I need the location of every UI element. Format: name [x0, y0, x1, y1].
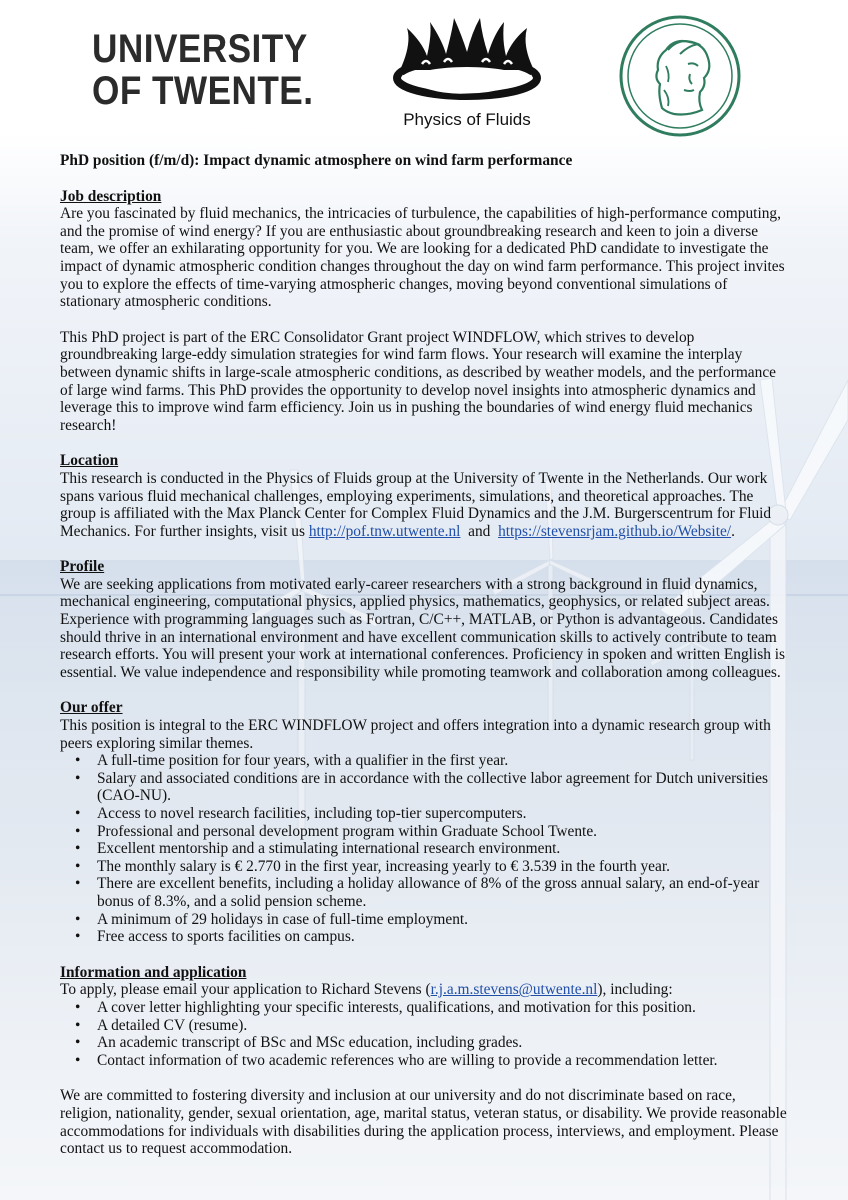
profile-heading: Profile [60, 558, 105, 576]
job-posting-content [60, 152, 790, 1158]
stevens-website-link[interactable]: https://stevensrjam.github.io/Website/ [498, 522, 732, 540]
location-heading: Location [60, 452, 119, 470]
job-description-paragraph-1: Are you fascinated by fluid mechanics, the intricacies of turbulence, the capabilities of high-performance computing, and the promise of wind energy? If you are enthusiastic about groundbreaking research and keen to join a diverse team, we offer an exhilarating opportunity for you. We are looking for a dedicated PhD candidate to investigate the impact of dynamic atmospheric condition changes throughout the day on wind farm performance. This project invites you to explore the effects of time-varying atmospheric changes, moving beyond conventional simulations of stationary atmospheric conditions. [60, 205, 785, 311]
physics-of-fluids-logo [382, 14, 552, 134]
list-item: • Salary and associated conditions are in accordance with the collective labor agreement for Dutch universities (CAO-NU). [97, 770, 790, 805]
application-intro [60, 981, 790, 999]
list-item: • A cover letter highlighting your specific interests, qualifications, and motivation for this position. [97, 999, 790, 1017]
logo-line-2: OF TWENTE. [92, 69, 314, 113]
list-item: • Access to novel research facilities, including top-tier supercomputers. [97, 805, 790, 823]
list-item: • Excellent mentorship and a stimulating international research environment. [97, 840, 790, 858]
offer-list [60, 752, 790, 946]
pof-logo-text: Physics of Fluids [403, 110, 531, 129]
job-description-heading: Job description [60, 187, 162, 205]
list-item: • A full-time position for four years, with a qualifier in the first year. [97, 752, 790, 770]
list-item: • A minimum of 29 holidays in case of full-time employment. [97, 911, 790, 929]
location-connector: and [468, 522, 491, 540]
list-item: • The monthly salary is € 2.770 in the first year, increasing yearly to € 3.539 in the fourth year. [97, 858, 790, 876]
list-item: • Professional and personal development program within Graduate School Twente. [97, 823, 790, 841]
email-link[interactable]: r.j.a.m.stevens@utwente.nl [430, 981, 598, 999]
list-item: • A detailed CV (resume). [97, 1017, 790, 1035]
application-list [60, 999, 790, 1069]
application-intro-before: To apply, please email your application to Richard Stevens ( [60, 981, 431, 999]
our-offer-intro: This position is integral to the ERC WINDFLOW project and offers integration into a dynamic research group with peers exploring similar themes. [60, 717, 771, 752]
list-item: • There are excellent benefits, including a holiday allowance of 8% of the gross annual salary, an end-of-year bonus of 8.3%, and a solid pension scheme. [97, 875, 790, 910]
crown-icon [382, 14, 552, 110]
minerva-icon [618, 14, 742, 138]
location-paragraph [60, 470, 790, 540]
logo-line-1: UNIVERSITY [92, 27, 308, 71]
application-heading: Information and application [60, 963, 247, 981]
location-text: This research is conducted in the Physics of Fluids group at the University of Twente in the Netherlands. Our work spans various fluid mechanical challenges, employing experiments, simulations, and theoretical approaches. The group is affiliated with the Max Planck Center for Complex Fluid Dynamics and the J.M. Burgerscentrum for Fluid Mechanics. For further insights, visit us [60, 469, 772, 540]
list-item: • Contact information of two academic references who are willing to provide a recommendation letter. [97, 1052, 790, 1070]
application-intro-after: ), including: [597, 981, 673, 999]
our-offer-heading: Our offer [60, 699, 123, 717]
diversity-statement: We are committed to fostering diversity and inclusion at our university and do not discriminate based on race, religion, nationality, gender, sexual orientation, age, marital status, veteran status, or disability. We provide reasonable accommodations for individuals with disabilities during the application process, interviews, and employment. Please contact us to request accommodation. [60, 1087, 787, 1158]
university-of-twente-logo [92, 28, 313, 112]
pof-website-link[interactable]: http://pof.tnw.utwente.nl [308, 522, 461, 540]
location-end: . [731, 522, 735, 540]
profile-paragraph: We are seeking applications from motivated early-career researchers with a strong background in fluid dynamics, mechanical engineering, computational physics, applied physics, mathematics, geophysics, or related subject areas. Experience with programming languages such as Fortran, C/C++, MATLAB, or Python is advantageous. Candidates should thrive in an international environment and have excellent communication skills to actively contribute to team research efforts. You will present your work at international conferences. Proficiency in spoken and written English is essential. We value independence and responsibility while promoting teamwork and collaboration among colleagues. [60, 575, 786, 681]
page-title: PhD position (f/m/d): Impact dynamic atmosphere on wind farm performance [60, 152, 573, 169]
list-item: • An academic transcript of BSc and MSc education, including grades. [97, 1034, 790, 1052]
list-item: • Free access to sports facilities on campus. [97, 928, 790, 946]
job-description-paragraph-2: This PhD project is part of the ERC Consolidator Grant project WINDFLOW, which strives to develop groundbreaking large-eddy simulation strategies for wind farm flows. Your research will examine the interplay between dynamic shifts in large-scale atmospheric conditions, as described by weather models, and the performance of large wind farms. This PhD provides the opportunity to develop novel insights into atmospheric dynamics and leverage this to improve wind farm efficiency. Join us in pushing the boundaries of wind energy fluid mechanics research! [60, 328, 776, 434]
